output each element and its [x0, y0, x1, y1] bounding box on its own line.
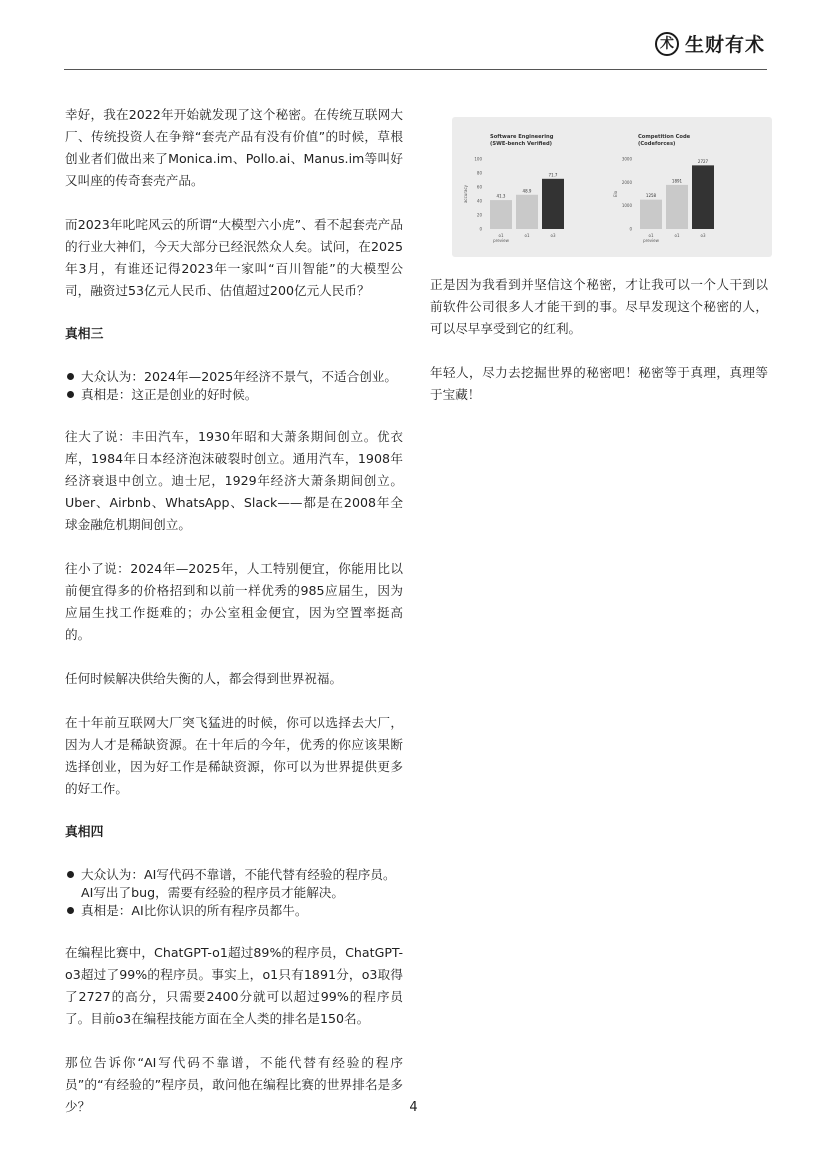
chart-bar [692, 165, 714, 229]
y-tick-label: 20 [476, 212, 482, 218]
bar-value-label: 1891 [671, 178, 683, 184]
x-tick-label: o1 [498, 233, 504, 238]
paragraph: 往小了说：2024年—2025年，人工特别便宜，你能用比以前便宜得多的价格招到和以前一样优秀的985应届生，因为应届生找工作挺难的；办公室租金便宜，因为空置率挺高的。 [65, 561, 403, 642]
x-tick-label: preview [643, 238, 659, 243]
bar-value-label: 1258 [645, 193, 657, 199]
y-tick-label: 100 [474, 156, 482, 162]
right-column [430, 274, 768, 406]
y-tick-label: 2000 [621, 179, 632, 185]
y-tick-label: 80 [476, 170, 482, 176]
benchmark-charts-svg [452, 117, 772, 257]
chart-bar [666, 185, 688, 229]
y-tick-label: 40 [476, 198, 482, 204]
chart-bar [516, 195, 538, 229]
brand-logo-text: 生财有术 [684, 34, 765, 56]
bullet-item: 大众认为：2024年—2025年经济不景气，不适合创业。 [65, 368, 403, 386]
y-tick-label: 0 [629, 226, 632, 232]
y-tick-label: 60 [476, 184, 482, 190]
x-tick-label: o1 [648, 233, 654, 238]
paragraph: 往大了说：丰田汽车，1930年昭和大萧条期间创立。优衣库，1984年日本经济泡沫破裂时创立。通用汽车，1908年经济衰退中创立。迪士尼，1929年经济大萧条期间创立。Uber、Airbnb、WhatsApp、Slack——都是在2008年全球金融危机期间创立。 [65, 429, 403, 532]
header-divider [64, 69, 767, 70]
chart-title: Competition Code [638, 134, 691, 140]
chart-title: Software Engineering [490, 134, 554, 140]
bar-value-label: 48.9 [522, 188, 532, 194]
y-axis-label: accuracy [463, 184, 468, 204]
paragraph: 年轻人，尽力去挖掘世界的秘密吧！秘密等于真理，真理等于宝藏！ [430, 365, 768, 402]
section-heading: 真相四 [65, 825, 104, 840]
brand-logo [655, 30, 765, 57]
chart-subtitle: (Codeforces) [638, 141, 676, 147]
y-tick-label: 1000 [621, 203, 632, 209]
paragraph: 幸好，我在2022年开始就发现了这个秘密。在传统互联网大厂、传统投资人在争辩“套壳产品有没有价值”的时候，草根创业者们做出来了Monica.im、Pollo.ai、Manus.im等叫好又叫座的传奇套壳产品。 [65, 107, 403, 188]
bar-value-label: 2727 [697, 158, 709, 164]
chart-subtitle: (SWE-bench Verified) [490, 141, 553, 147]
paragraph: 在十年前互联网大厂突飞猛进的时候，你可以选择去大厂，因为人才是稀缺资源。在十年后的今年，优秀的你应该果断选择创业，因为好工作是稀缺资源，你可以为世界提供更多的好工作。 [65, 715, 403, 796]
paragraph: 而2023年叱咤风云的所谓“大模型六小虎”、看不起套壳产品的行业大神们，今天大部分已经泯然众人矣。试问，在2025年3月，有谁还记得2023年一家叫“百川智能”的大模型公司，融资过53亿元人民币、估值超过200亿元人民币？ [65, 217, 403, 298]
x-tick-label: o3 [550, 233, 556, 238]
x-tick-label: o1 [524, 233, 530, 238]
paragraph: 任何时候解决供给失衡的人，都会得到世界祝福。 [65, 671, 343, 686]
bullet-item: 真相是：AI比你认识的所有程序员都牛。 [65, 902, 403, 920]
y-tick-label: 3000 [621, 156, 632, 162]
chart-bar [490, 200, 512, 229]
x-tick-label: o3 [700, 233, 706, 238]
page-number: 4 [409, 1100, 418, 1115]
chart-bar [640, 200, 662, 229]
paragraph: 那位告诉你“AI写代码不靠谱，不能代替有经验的程序员”的“有经验的”程序员，敢问他在编程比赛的世界排名是多少？ [65, 1055, 403, 1114]
bullet-list [65, 866, 403, 920]
bullet-item: 大众认为：AI写代码不靠谱，不能代替有经验的程序员。AI写出了bug，需要有经验的程序员才能解决。 [65, 866, 403, 902]
section-heading: 真相三 [65, 327, 104, 342]
x-tick-label: preview [493, 238, 509, 243]
bullet-list [65, 368, 403, 404]
benchmark-chart-image [452, 117, 772, 257]
paragraph: 正是因为我看到并坚信这个秘密，才让我可以一个人干到以前软件公司很多人才能干到的事。尽早发现这个秘密的人，可以尽早享受到它的红利。 [430, 277, 768, 336]
left-column [65, 104, 403, 1118]
brand-logo-icon [655, 32, 679, 56]
paragraph: 在编程比赛中，ChatGPT-o1超过89%的程序员，ChatGPT-o3超过了99%的程序员。事实上，o1只有1891分，o3取得了2727的高分，只需要2400分就可以超过99%的程序员了。目前o3在编程技能方面在全人类的排名是150名。 [65, 945, 403, 1026]
chart-bar [542, 179, 564, 229]
bullet-item: 真相是：这正是创业的好时候。 [65, 386, 403, 404]
x-tick-label: o1 [674, 233, 680, 238]
y-tick-label: 0 [479, 226, 482, 232]
bar-value-label: 71.7 [548, 172, 558, 178]
bar-value-label: 41.3 [496, 193, 506, 199]
brand-logo-glyph: 术 [659, 35, 674, 52]
y-axis-label: Elo [613, 190, 618, 198]
